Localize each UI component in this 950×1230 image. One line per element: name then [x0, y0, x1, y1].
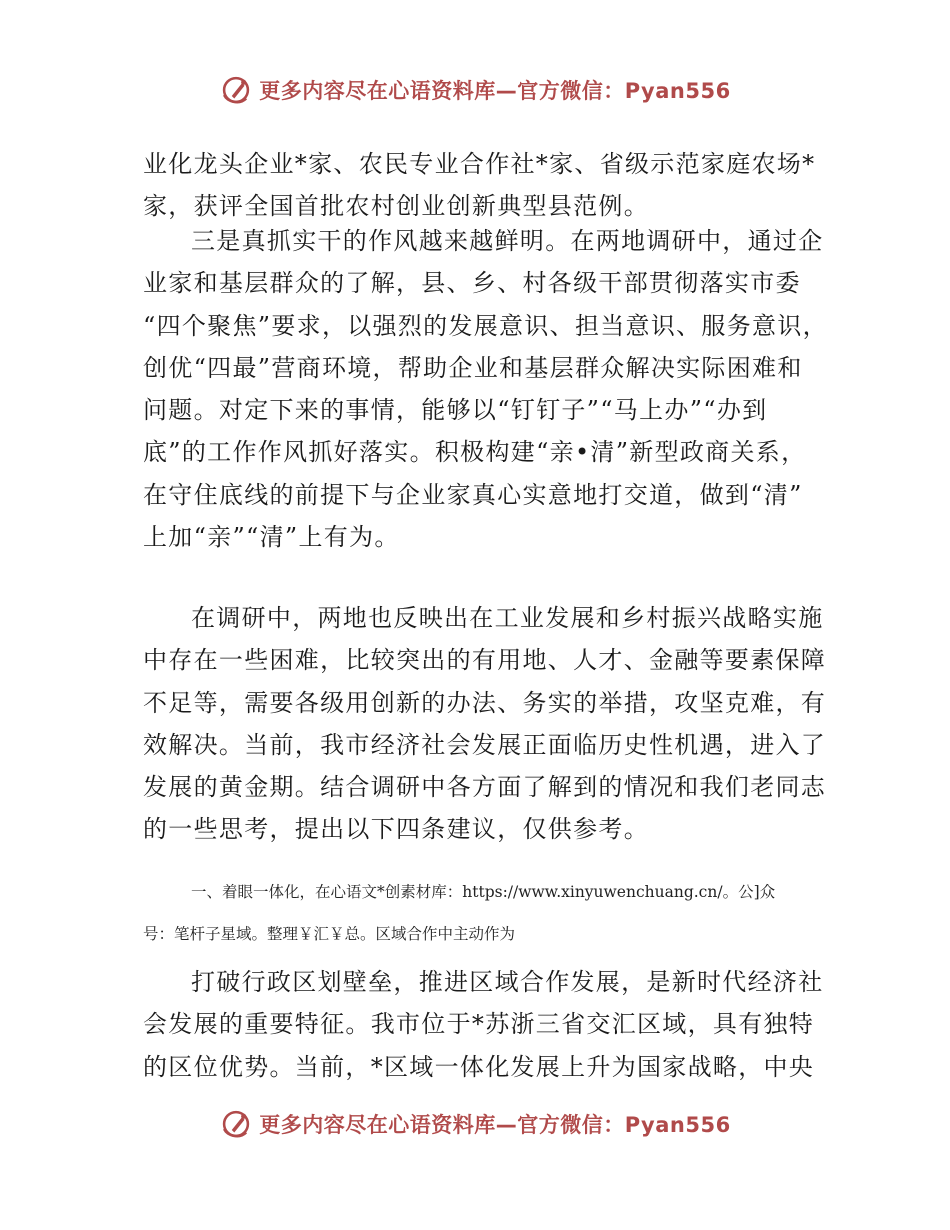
text-line: 家，获评全国首批农村创业创新典型县范例。: [143, 192, 649, 221]
text-line: 问题。对定下来的事情，能够以“钉钉子”“马上办”“办到: [143, 396, 768, 425]
footer-banner: [0, 1104, 950, 1144]
text-line: 在调研中，两地也反映出在工业发展和乡村振兴战略实施: [191, 604, 824, 632]
text-line: 打破行政区划壁垒，推进区域合作发展，是新时代经济社: [191, 968, 824, 996]
text-line: 底”的工作作风抓好落实。积极构建“亲•清”新型政商关系，: [143, 438, 807, 467]
heading-line: 号：笔杆子星域。整理￥汇￥总。区域合作中主动作为: [143, 925, 516, 943]
banner-text: 更多内容尽在心语资料库—官方微信：Pyan556: [259, 79, 731, 103]
paragraph-1: [143, 143, 815, 228]
header-banner: [0, 70, 950, 110]
text-line: 上加“亲”“清”上有为。: [143, 523, 400, 552]
text-line: 会发展的重要特征。我市位于*苏浙三省交汇区域，具有独特: [143, 1010, 815, 1039]
text-line: 发展的黄金期。结合调研中各方面了解到的情况和我们老同志: [143, 773, 827, 802]
pen-nib-logo-icon: [219, 1107, 253, 1141]
section-heading: [143, 871, 833, 955]
text-line: 创优“四最”营商环境，帮助企业和基层群众解决实际困难和: [143, 353, 803, 382]
heading-line: 一、着眼一体化，在心语文*创素材库：https://www.xinyuwenchuang.cn/。公]众: [191, 883, 776, 901]
paragraph-4: [143, 961, 824, 1088]
text-line: 的区位优势。当前，*区域一体化发展上升为国家战略，中央: [143, 1052, 815, 1081]
text-line: 效解决。当前，我市经济社会发展正面临历史性机遇，进入了: [143, 730, 827, 759]
text-line: 在守住底线的前提下与企业家真心实意地打交道，做到“清”: [143, 480, 803, 509]
banner-text: 更多内容尽在心语资料库—官方微信：Pyan556: [259, 1113, 731, 1137]
text-line: 三是真抓实干的作风越来越鲜明。在两地调研中，通过企: [191, 227, 824, 255]
text-line: 中存在一些困难，比较突出的有用地、人才、金融等要素保障: [143, 646, 827, 675]
text-line: 业化龙头企业*家、农民专业合作社*家、省级示范家庭农场*: [143, 150, 816, 178]
paragraph-2: [143, 220, 828, 558]
text-line: 不足等，需要各级用创新的办法、务实的举措，攻坚克难，有: [143, 688, 827, 717]
paragraph-3: [143, 597, 827, 851]
pen-nib-logo-icon: [219, 73, 253, 107]
text-line: “四个聚焦”要求，以强烈的发展意识、担当意识、服务意识，: [143, 311, 828, 340]
text-line: 业家和基层群众的了解，县、乡、村各级干部贯彻落实市委: [143, 269, 801, 298]
text-line: 的一些思考，提出以下四条建议，仅供参考。: [143, 815, 649, 844]
